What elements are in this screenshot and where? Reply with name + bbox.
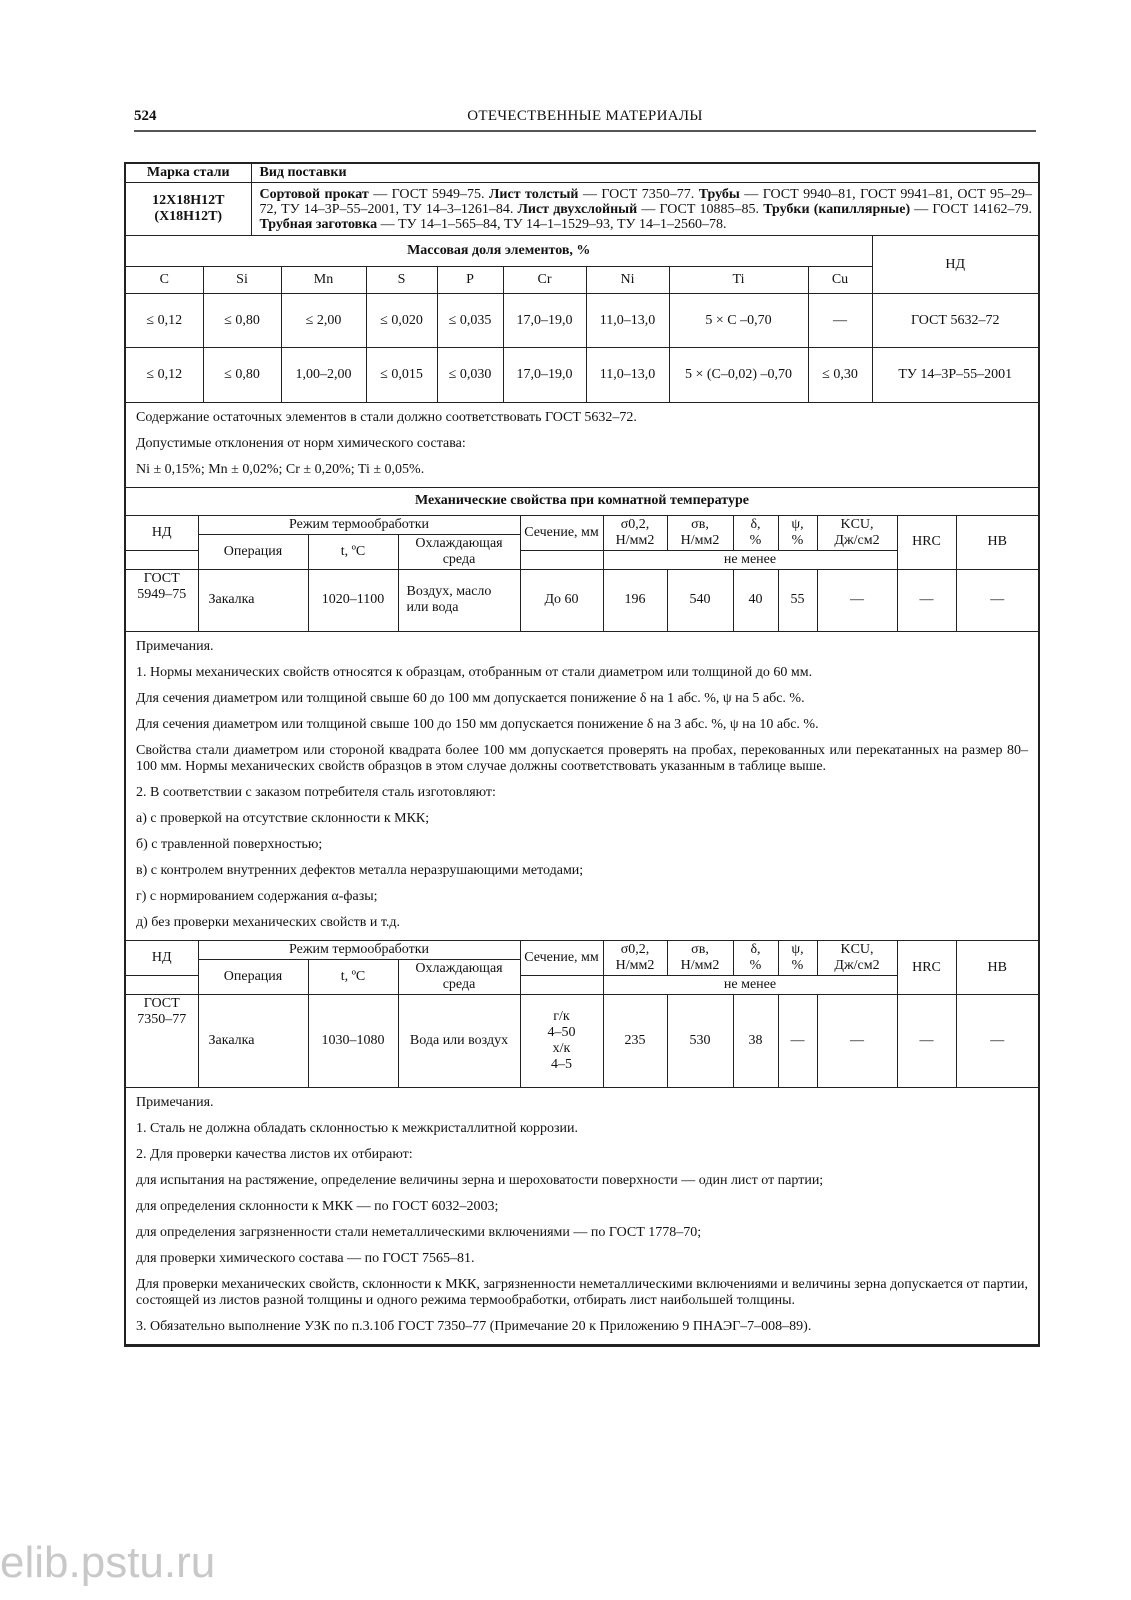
note-line: Для сечения диаметром или толщиной свыше 100 до 150 мм допускается понижение δ на 3 абс. %, ψ на 10 абс. %.: [136, 717, 819, 732]
m2-d: 38: [733, 995, 778, 1087]
chem-cell: ≤ 0,80: [203, 348, 281, 402]
chem-col-header: C: [126, 267, 203, 294]
h-min: не менее: [603, 550, 897, 569]
grade-name: [126, 183, 251, 236]
m2-nd: ГОСТ 7350–77: [126, 995, 198, 1087]
m2-sb: 530: [667, 995, 733, 1087]
note-line: 2. В соответствии с заказом потребителя сталь изготовляют:: [136, 785, 496, 800]
h2-nd-blank: [126, 976, 198, 995]
m2-hrc: —: [897, 995, 956, 1087]
chem-cell: 17,0–19,0: [503, 348, 586, 402]
note-line: д) без проверки механических свойств и т.д.: [136, 915, 401, 930]
mech-table-1: [126, 516, 1038, 632]
h2-cool: Охлаждающая среда: [398, 960, 520, 995]
h2-sb: σв, Н/мм2: [667, 941, 733, 976]
supply-item-standard: — ГОСТ 7350–77.: [578, 187, 699, 202]
chem-cell: ≤ 0,015: [366, 348, 437, 402]
h2-sec-blank: [520, 976, 603, 995]
note-line: Для сечения диаметром или толщиной свыше 60 до 100 мм допускается понижение δ на 1 абс. %, ψ на 5 абс. %.: [136, 691, 805, 706]
m2-psi: —: [778, 995, 817, 1087]
chem-notes: [126, 402, 1038, 487]
m2-hb: —: [956, 995, 1038, 1087]
h2-op: Операция: [198, 960, 308, 995]
chem-cell: 11,0–13,0: [586, 348, 669, 402]
watermark: elib.pstu.ru: [0, 1538, 216, 1587]
chem-col-header: Ti: [669, 267, 808, 294]
note-line: Примечания.: [136, 639, 214, 654]
chem-cell: 1,00–2,00: [281, 348, 366, 402]
m1-sec: До 60: [520, 569, 603, 631]
supply-label: Вид поставки: [251, 164, 1038, 183]
chem-nd-header: НД: [872, 236, 1038, 294]
chem-col-header: Cr: [503, 267, 586, 294]
h2-s02: σ0,2, Н/мм2: [603, 941, 667, 976]
m1-s02: 196: [603, 569, 667, 631]
note-line: б) с травленной поверхностью;: [136, 837, 323, 852]
note-line: 1. Сталь не должна обладать склонностью к межкристаллитной коррозии.: [136, 1120, 578, 1136]
supply-item-standard: — ГОСТ 10885–85.: [637, 202, 764, 217]
chem-cell: ≤ 0,035: [437, 294, 503, 348]
h-cool: Охлаждающая среда: [398, 534, 520, 569]
supply-item-name: Лист двухслойный: [517, 202, 638, 217]
grade-section: [126, 164, 1038, 236]
note-line: в) с контролем внутренних дефектов металла неразрушающими методами;: [136, 863, 584, 878]
chem-col-header: Ni: [586, 267, 669, 294]
h-nd: НД: [126, 516, 198, 551]
m2-t: 1030–1080: [308, 995, 398, 1087]
chem-cell: ≤ 0,30: [808, 348, 872, 402]
chem-cell: ≤ 0,020: [366, 294, 437, 348]
h-kcu: KCU, Дж/см2: [817, 516, 897, 551]
supply-item-name: Трубки (капиллярные): [763, 202, 911, 217]
m1-hrc: —: [897, 569, 956, 631]
m2-cool: Вода или воздух: [398, 995, 520, 1087]
page-number: 524: [134, 108, 157, 124]
h2-nd: НД: [126, 941, 198, 976]
supply-text: [251, 183, 1038, 236]
chem-title: Массовая доля элементов, %: [126, 236, 872, 267]
m1-t: 1020–1100: [308, 569, 398, 631]
chem-cell: 17,0–19,0: [503, 294, 586, 348]
chem-col-header: Si: [203, 267, 281, 294]
mech-notes-2: [126, 1087, 1038, 1344]
h2-section: Сечение, мм: [520, 941, 603, 976]
h-mode: Режим термообработки: [198, 516, 520, 535]
h-psi: ψ, %: [778, 516, 817, 551]
m1-op: Закалка: [198, 569, 308, 631]
note-line: 2. Для проверки качества листов их отбирают:: [136, 1146, 413, 1162]
chem-col-header: Mn: [281, 267, 366, 294]
chem-cell: ≤ 0,80: [203, 294, 281, 348]
m1-cool: Воздух, масло или вода: [398, 569, 520, 631]
m1-nd: ГОСТ 5949–75: [126, 569, 198, 631]
supply-item-name: Сортовой прокат: [259, 187, 369, 202]
h-delta: δ, %: [733, 516, 778, 551]
chem-col-header: S: [366, 267, 437, 294]
h2-mode: Режим термообработки: [198, 941, 520, 960]
m1-hb: —: [956, 569, 1038, 631]
h2-temp: t, ºC: [308, 960, 398, 995]
m1-d: 40: [733, 569, 778, 631]
mech-title: Механические свойства при комнатной температуре: [126, 488, 1038, 516]
note-line: Для проверки механических свойств, склонности к МКК, загрязненности неметаллическими включениями и величины зерна допускается от партии, состоящей из листов разной толщины и одного режима термообработки, отбирать лист наибольшей толщины.: [136, 1276, 1028, 1308]
h2-min: не менее: [603, 976, 897, 995]
note-line: Допустимые отклонения от норм химического состава:: [136, 435, 466, 451]
supply-item-standard: — ГОСТ 14162–79.: [910, 202, 1032, 217]
page-header: [134, 108, 1036, 132]
note-line: Ni ± 0,15%; Mn ± 0,02%; Cr ± 0,20%; Ti ± 0,05%.: [136, 461, 425, 477]
chem-cell: —: [808, 294, 872, 348]
h-hb: HB: [956, 516, 1038, 570]
chem-col-header: Cu: [808, 267, 872, 294]
chem-row: [126, 294, 1038, 348]
h-s02: σ0,2, Н/мм2: [603, 516, 667, 551]
h2-psi: ψ, %: [778, 941, 817, 976]
note-line: а) с проверкой на отсутствие склонности к МКК;: [136, 811, 430, 826]
running-title: ОТЕЧЕСТВЕННЫЕ МАТЕРИАЛЫ: [467, 108, 703, 124]
h2-delta: δ, %: [733, 941, 778, 976]
note-line: Примечания.: [136, 1094, 214, 1110]
mech-row-1: [126, 569, 1038, 631]
note-line: для испытания на растяжение, определение величины зерна и шероховатости поверхности — один лист от партии;: [136, 1172, 824, 1188]
h-nd-blank: [126, 550, 198, 569]
m1-psi: 55: [778, 569, 817, 631]
grade-label: Марка стали: [126, 164, 251, 183]
m1-kcu: —: [817, 569, 897, 631]
m2-kcu: —: [817, 995, 897, 1087]
chemical-composition-section: [126, 236, 1038, 488]
supply-item-name: Лист толстый: [488, 187, 579, 202]
chem-cell: ≤ 0,12: [126, 348, 203, 402]
note-line: 3. Обязательно выполнение УЗК по п.3.10б ГОСТ 7350–77 (Примечание 20 к Приложению 9 ПНАЭГ–7–008–89).: [136, 1318, 812, 1334]
chem-cell: 11,0–13,0: [586, 294, 669, 348]
h-temp: t, ºC: [308, 534, 398, 569]
supply-item-standard: — ГОСТ 5949–75.: [368, 187, 489, 202]
mech-notes-1: [126, 631, 1038, 941]
mech-table-2: [126, 941, 1038, 1087]
h2-kcu: KCU, Дж/см2: [817, 941, 897, 976]
chem-cell-nd: ТУ 14–3Р–55–2001: [872, 348, 1038, 402]
m1-sb: 540: [667, 569, 733, 631]
m2-op: Закалка: [198, 995, 308, 1087]
note-line: Содержание остаточных элементов в стали должно соответствовать ГОСТ 5632–72.: [136, 409, 637, 425]
grade-name-line1: 12Х18Н12Т: [152, 193, 225, 208]
m2-s02: 235: [603, 995, 667, 1087]
chem-cell: 5 × C –0,70: [669, 294, 808, 348]
chem-cell-nd: ГОСТ 5632–72: [872, 294, 1038, 348]
note-line: г) с нормированием содержания α-фазы;: [136, 889, 378, 904]
mech-row-2: [126, 995, 1038, 1087]
chem-row: [126, 348, 1038, 402]
h-sb: σв, Н/мм2: [667, 516, 733, 551]
h-hrc: HRC: [897, 516, 956, 570]
supply-item-standard: — ТУ 14–1–565–84, ТУ 14–1–1529–93, ТУ 14–1–2560–78.: [377, 217, 727, 232]
chem-col-header: P: [437, 267, 503, 294]
grade-name-line2: (Х18Н12Т): [154, 209, 223, 224]
steel-grade-card: [124, 162, 1040, 1347]
note-line: для определения склонности к МКК — по ГОСТ 6032–2003;: [136, 1198, 499, 1214]
supply-item-name: Трубная заготовка: [259, 217, 378, 232]
mechanical-properties-section: [126, 488, 1038, 1344]
chem-cell: 5 × (C–0,02) –0,70: [669, 348, 808, 402]
note-line: для определения загрязненности стали неметаллическими включениями — по ГОСТ 1778–70;: [136, 1224, 702, 1240]
supply-item-name: Трубы: [698, 187, 740, 202]
note-line: для проверки химического состава — по ГОСТ 7565–81.: [136, 1250, 475, 1266]
m2-sec: г/к 4–50 х/к 4–5: [520, 995, 603, 1087]
chem-cell: ≤ 0,12: [126, 294, 203, 348]
h-op: Операция: [198, 534, 308, 569]
note-line: 1. Нормы механических свойств относятся к образцам, отобранным от стали диаметром или толщиной до 60 мм.: [136, 665, 813, 680]
h-sec-blank: [520, 550, 603, 569]
note-line: Свойства стали диаметром или стороной квадрата более 100 мм допускается проверять на пробах, перекованных или перекатанных на размер 80–100 мм. Нормы механических свойств образцов в этом случае должны соответствовать указанным в таблице выше.: [136, 743, 1028, 774]
h2-hb: HB: [956, 941, 1038, 995]
chem-cell: ≤ 2,00: [281, 294, 366, 348]
supply-item-standard: — ГОСТ 9940–81, ГОСТ 9941–81, ОСТ 95–29–72, ТУ 14–3Р–55–2001, ТУ 14–3–1261–84.: [259, 187, 1033, 217]
h-section: Сечение, мм: [520, 516, 603, 551]
h2-hrc: HRC: [897, 941, 956, 995]
chem-cell: ≤ 0,030: [437, 348, 503, 402]
